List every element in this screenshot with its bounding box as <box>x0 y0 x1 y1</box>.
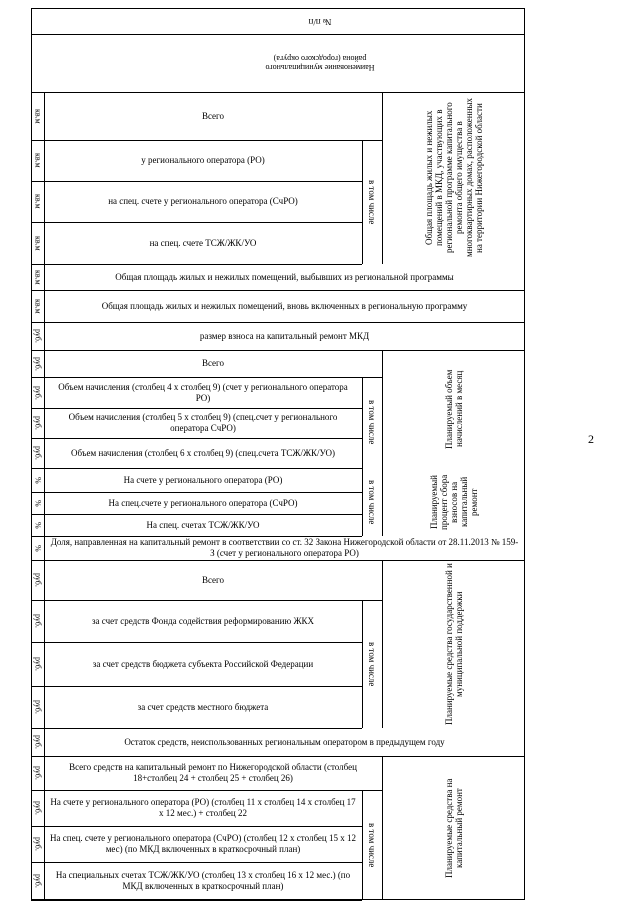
row-unit: % <box>33 521 43 529</box>
row-label: Всего <box>201 574 225 585</box>
row-unit: руб. <box>33 874 43 888</box>
municipality-header: Наименование муниципального района (городского округа) <box>265 54 375 72</box>
row-unit: руб. <box>33 385 43 400</box>
group-divider <box>382 468 383 536</box>
row-label: Остаток средств, неиспользованных региональным оператором в предыдущем году <box>124 736 445 747</box>
row-unit: кв.м <box>33 108 43 124</box>
row-label: Общая площадь жилых и нежилых помещений, вновь включенных в региональную программу <box>101 300 468 311</box>
group-divider <box>382 350 383 468</box>
row-unit: кв.м <box>33 153 43 168</box>
row-label: На счете у регионального оператора (РО) <box>123 474 283 485</box>
in-total-label: в том числе <box>367 479 377 525</box>
row-label: Объем начисления (столбец 5 х столбец 9) (спец.счет у регионального оператора СчРО) <box>68 412 338 433</box>
row-label: за счет средств Фонда содействия реформированию ЖКХ <box>91 615 315 626</box>
num-header: № п/п <box>308 17 332 27</box>
row-unit: руб. <box>33 657 43 671</box>
in-total-label: в том числе <box>367 179 377 225</box>
row-unit: руб. <box>33 416 43 430</box>
group-header-accruals: Планируемый объем начислений в месяц <box>444 369 464 449</box>
in-total-label: в том числе <box>367 641 377 687</box>
row-label: Доля, направленная на капитальный ремонт в соответствии со ст. 32 Закона Нижегородской области от 28.11.2013 № 159-З (счет у регионального оператора РО) <box>50 537 519 558</box>
row-unit: руб. <box>33 735 43 749</box>
row-unit: руб. <box>33 801 43 815</box>
row-unit: кв.м <box>33 269 43 285</box>
row-label: На спец. счете у регионального оператора (СчРО) (столбец 12 х столбец 15 х 12 мес) (по МКД включенных в краткосрочный план) <box>50 833 356 854</box>
row-label: Всего <box>201 110 225 121</box>
row-separator <box>31 900 362 901</box>
row-label: На счете у регионального оператора (РО) (столбец 11 х столбец 14 х столбец 17 х 12 мес.) + столбец 22 <box>50 797 356 818</box>
row-label: Общая площадь жилых и нежилых помещений, выбывших из региональной программы <box>115 271 454 282</box>
row-unit: % <box>33 499 43 507</box>
row-label: у регионального оператора (РО) <box>141 155 265 165</box>
page-number: 2 <box>588 432 594 446</box>
in-total-label: в том числе <box>367 400 377 445</box>
header-divider <box>31 34 525 35</box>
row-label: за счет средств местного бюджета <box>137 701 269 712</box>
row-unit: кв.м <box>33 298 43 314</box>
group-header-area: Общая площадь жилых и нежилых помещений в МКД, участвующих в региональной программе капитального ремонта общего имущества в многоквартирных домах, расположенных на территории Нижегородской области <box>424 98 484 258</box>
row-label: размер взноса на капитальный ремонт МКД <box>199 330 370 341</box>
row-label: Всего <box>201 358 225 368</box>
group-divider <box>382 756 383 900</box>
row-unit: % <box>33 476 43 484</box>
row-unit: руб. <box>33 614 43 628</box>
unit-column-divider <box>44 92 45 900</box>
row-unit: руб. <box>33 766 43 780</box>
row-unit: кв.м <box>33 235 43 251</box>
row-unit: % <box>33 544 43 552</box>
row-label: Объем начисления (столбец 6 х столбец 9) (спец.счета ТСЖ/ЖК/УО) <box>71 447 335 458</box>
group-header-funds: Планируемые средства на капитальный ремонт <box>444 778 464 878</box>
row-label: на спец. счете ТСЖ/ЖК/УО <box>149 237 257 248</box>
row-label: Всего средств на капитальный ремонт по Нижегородской области (столбец 18+столбец 24 + столбец 25 + столбец 26) <box>69 762 357 783</box>
row-label: Объем начисления (столбец 4 х столбец 9) (счет у регионального оператора РО) <box>58 381 348 403</box>
in-total-label: в том числе <box>367 822 377 868</box>
row-unit: руб. <box>33 700 43 714</box>
row-unit: руб. <box>33 356 43 371</box>
row-unit: руб. <box>33 573 43 587</box>
group-header-collection: Планируемый процент сбора взносов на капитальный ремонт <box>429 474 479 530</box>
row-unit: кв.м <box>33 194 43 209</box>
row-label: На специальных счетах ТСЖ/ЖК/УО (столбец 13 х столбец 16 х 12 мес.) (по МКД включенных в краткосрочный план) <box>55 870 351 891</box>
row-label: за счет средств бюджета субъекта Российской Федерации <box>92 658 314 669</box>
row-label: На спец. счетах ТСЖ/ЖК/УО <box>146 519 260 530</box>
row-label: на спец. счете у регионального оператора (СчРО) <box>108 196 298 206</box>
row-unit: руб. <box>33 837 43 851</box>
group-header-support: Планируемые средства государственной и муниципальной поддержки <box>444 563 464 725</box>
row-unit: руб. <box>33 329 43 343</box>
row-unit: руб. <box>33 446 43 460</box>
group-divider <box>382 92 383 264</box>
group-divider <box>382 560 383 728</box>
row-label: На спец.счете у регионального оператора (СчРО) <box>108 497 298 508</box>
